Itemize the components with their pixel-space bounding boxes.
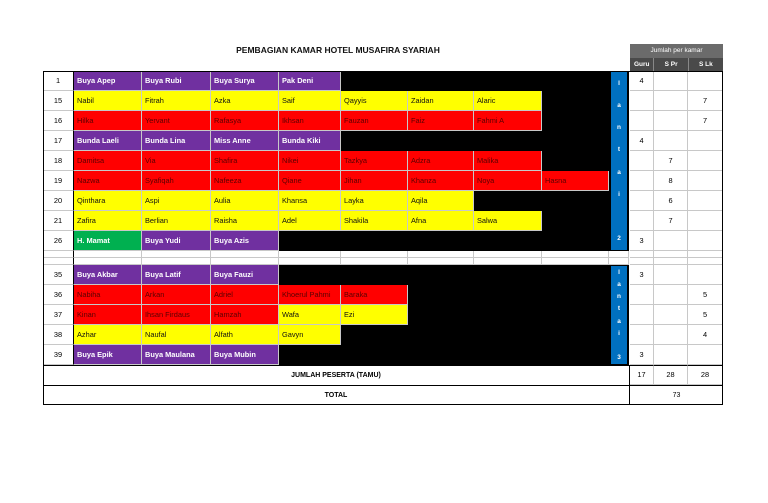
guest-name-cell: Kinan	[74, 305, 142, 325]
guest-name-cell: Bunda Kiki	[279, 131, 341, 151]
summary-header-title: Jumlah per kamar	[630, 44, 723, 58]
guest-name-cell: Gavyn	[279, 325, 341, 345]
guest-name-cell: Hasna	[542, 171, 609, 191]
floor-label-letter: i	[618, 190, 620, 198]
floor-label-letter: a	[617, 101, 621, 109]
guest-name-cell: Ezi	[341, 305, 408, 325]
guest-name-cell: Bunda Laeli	[74, 131, 142, 151]
guest-name-cell: Fitrah	[142, 91, 211, 111]
count-guru: 4	[630, 71, 654, 91]
floor-label-letter: n	[617, 293, 621, 301]
guest-name-cell: Qiane	[279, 171, 341, 191]
count-slk: 4	[688, 325, 723, 345]
count-slk: 5	[688, 305, 723, 325]
count-guru: 3	[630, 265, 654, 285]
floor-label-letter: a	[617, 168, 621, 176]
col-guru-header: Guru	[633, 61, 650, 68]
guest-name-cell: Jihan	[341, 171, 408, 191]
guest-name-cell: Via	[142, 151, 211, 171]
floor-label-letter: n	[617, 124, 621, 132]
guest-name-cell: Malika	[474, 151, 542, 171]
guest-name-cell: Buya Fauzi	[211, 265, 279, 285]
guest-name-cell: Qayyis	[341, 91, 408, 111]
page-title: PEMBAGIAN KAMAR HOTEL MUSAFIRA SYARIAH	[236, 45, 440, 55]
col-spr-header: S Pr	[653, 58, 687, 71]
guest-name-cell: Arkan	[142, 285, 211, 305]
room-number: 16	[43, 111, 74, 131]
floor-label-letter: a	[617, 280, 621, 288]
count-guru: 4	[630, 131, 654, 151]
room-number: 36	[43, 285, 74, 305]
guest-name-cell: Noya	[474, 171, 542, 191]
guest-name-cell: Ikhsan	[279, 111, 341, 131]
guest-name-cell: Buya Apep	[74, 71, 142, 91]
guest-name-cell: Qinthara	[74, 191, 142, 211]
floor-label-letter: a	[617, 317, 621, 325]
guest-name-cell: Aqila	[408, 191, 474, 211]
room-number: 35	[43, 265, 74, 285]
guest-name-cell: Faiz	[408, 111, 474, 131]
count-spr: 8	[654, 171, 688, 191]
jumlah-label: JUMLAH PESERTA (TAMU)	[43, 365, 630, 385]
guest-name-cell: Buya Maulana	[142, 345, 211, 365]
count-spr: 7	[654, 151, 688, 171]
guest-name-cell: Ihsan Firdaus	[142, 305, 211, 325]
floor-label-letter: t	[617, 146, 621, 154]
floor-label-letter: 2	[617, 235, 621, 243]
table-border	[43, 71, 723, 405]
room-number: 21	[43, 211, 74, 231]
guest-name-cell: Saif	[279, 91, 341, 111]
guest-name-cell: Fauzan	[341, 111, 408, 131]
guest-name-cell: Fahmi A	[474, 111, 542, 131]
room-number: 18	[43, 151, 74, 171]
room-number: 19	[43, 171, 74, 191]
guest-name-cell: Buya Surya	[211, 71, 279, 91]
guest-name-cell: Raisha	[211, 211, 279, 231]
guest-name-cell: Buya Mubin	[211, 345, 279, 365]
jumlah-guru: 17	[630, 365, 654, 385]
guest-name-cell: Nafeeza	[211, 171, 279, 191]
guest-name-cell: Azhar	[74, 325, 142, 345]
room-number: 20	[43, 191, 74, 211]
floor-label-letter: l	[618, 268, 620, 276]
jumlah-spr: 28	[654, 365, 688, 385]
jumlah-slk: 28	[688, 365, 723, 385]
guest-name-cell: Adriel	[211, 285, 279, 305]
guest-name-cell: Miss Anne	[211, 131, 279, 151]
guest-name-cell: Naufal	[142, 325, 211, 345]
room-number: 1	[43, 71, 74, 91]
guest-name-cell: Layka	[341, 191, 408, 211]
guest-name-cell: Hamzah	[211, 305, 279, 325]
guest-name-cell: Khanza	[408, 171, 474, 191]
guest-name-cell: Shafira	[211, 151, 279, 171]
room-number: 37	[43, 305, 74, 325]
count-spr: 6	[654, 191, 688, 211]
guest-name-cell: Khoerul Pahmi	[279, 285, 341, 305]
total-value: 73	[630, 385, 723, 405]
total-label: TOTAL	[43, 385, 630, 405]
guest-name-cell: Aspi	[142, 191, 211, 211]
guest-name-cell: Adel	[279, 211, 341, 231]
guest-name-cell: Alfath	[211, 325, 279, 345]
guest-name-cell: Buya Akbar	[74, 265, 142, 285]
guest-name-cell: Nabiha	[74, 285, 142, 305]
room-number: 17	[43, 131, 74, 151]
guest-name-cell: Damitsa	[74, 151, 142, 171]
guest-name-cell: Hilka	[74, 111, 142, 131]
guest-name-cell: Khansa	[279, 191, 341, 211]
guest-name-cell: Afna	[408, 211, 474, 231]
guest-name-cell: Nabil	[74, 91, 142, 111]
floor-label-letter: 3	[617, 354, 621, 362]
count-guru: 3	[630, 231, 654, 251]
guest-name-cell: Shakila	[341, 211, 408, 231]
guest-name-cell: Tazkya	[341, 151, 408, 171]
guest-name-cell: Azka	[211, 91, 279, 111]
room-number: 15	[43, 91, 74, 111]
guest-name-cell: Syafiqah	[142, 171, 211, 191]
count-slk: 5	[688, 285, 723, 305]
count-spr: 7	[654, 211, 688, 231]
room-number: 38	[43, 325, 74, 345]
floor-label-letter: i	[618, 329, 620, 337]
count-slk: 7	[688, 91, 723, 111]
guest-name-cell: Salwa	[474, 211, 542, 231]
guest-name-cell: Pak Deni	[279, 71, 341, 91]
floor-label-letter: l	[618, 79, 620, 87]
summary-header	[630, 44, 723, 71]
guest-name-cell: Yervant	[142, 111, 211, 131]
guest-name-cell: Buya Epik	[74, 345, 142, 365]
count-slk: 7	[688, 111, 723, 131]
room-number: 39	[43, 345, 74, 365]
guest-name-cell: Berlian	[142, 211, 211, 231]
guest-name-cell: Nazwa	[74, 171, 142, 191]
col-slk-header: S Lk	[688, 58, 723, 71]
guest-name-cell: Wafa	[279, 305, 341, 325]
guest-name-cell: Buya Azis	[211, 231, 279, 251]
guest-name-cell: Zaidan	[408, 91, 474, 111]
guest-name-cell: Bunda Lina	[142, 131, 211, 151]
guest-name-cell: Buya Latif	[142, 265, 211, 285]
guest-name-cell: Buya Rubi	[142, 71, 211, 91]
floor-label-letter: t	[617, 305, 621, 313]
guest-name-cell: Baraka	[341, 285, 408, 305]
guest-name-cell: Rafasya	[211, 111, 279, 131]
guest-name-cell: Alaric	[474, 91, 542, 111]
room-number: 26	[43, 231, 74, 251]
guest-name-cell: H. Mamat	[74, 231, 142, 251]
guest-name-cell: Buya Yudi	[142, 231, 211, 251]
guest-name-cell: Adzra	[408, 151, 474, 171]
guest-name-cell: Zafira	[74, 211, 142, 231]
guest-name-cell: Nikei	[279, 151, 341, 171]
guest-name-cell: Aulia	[211, 191, 279, 211]
count-guru: 3	[630, 345, 654, 365]
